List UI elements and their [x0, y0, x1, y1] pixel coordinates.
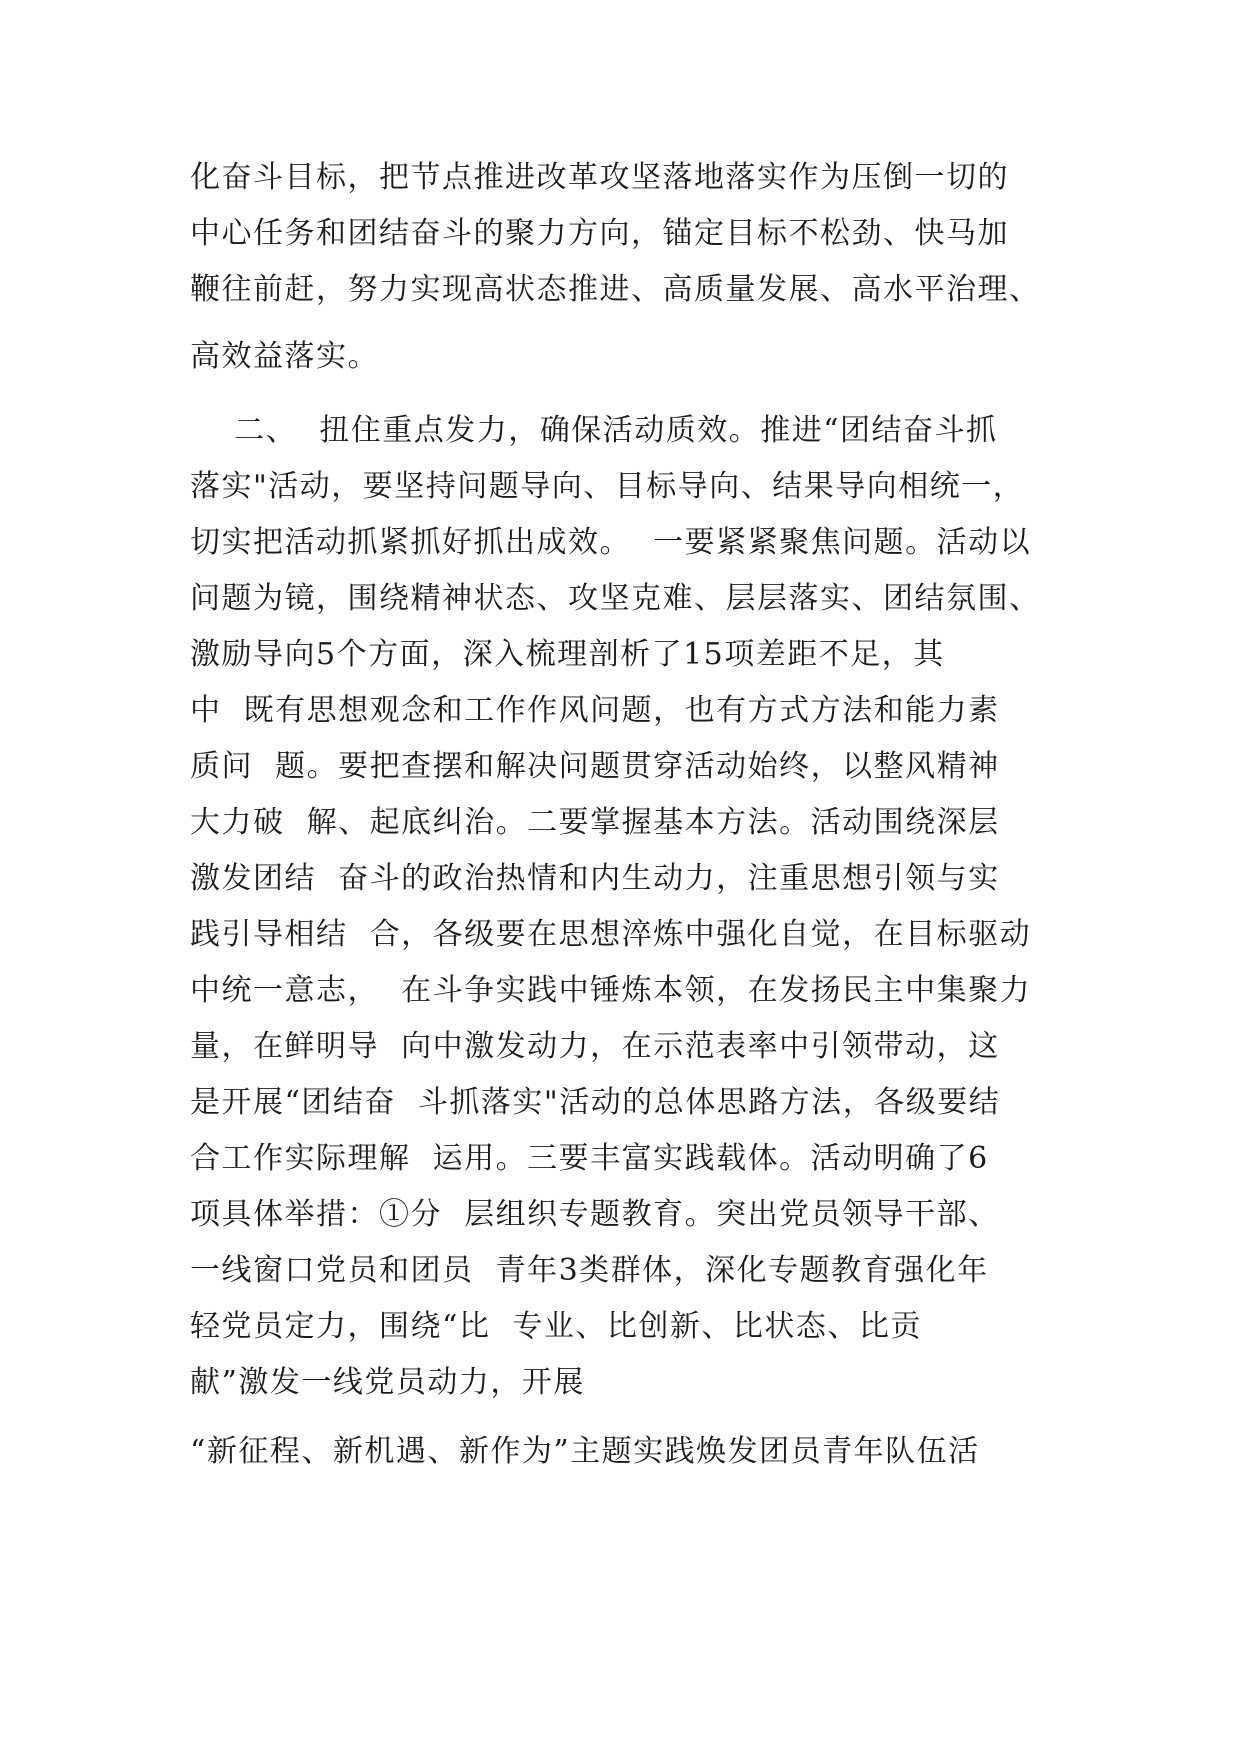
text-line: 二、 扭住重点发力，确保活动质效。推进“团结奋斗抓	[190, 413, 998, 448]
text-line: 大力破 解、起底纠治。二要掌握基本方法。活动围绕深层	[190, 805, 1000, 840]
text-line: 落实"活动，要坚持问题导向、目标导向、结果导向相统一，	[190, 469, 1025, 504]
text-line: 是开展“团结奋 斗抓落实"活动的总体思路方法，各级要结	[190, 1085, 1001, 1120]
text-line: 践引导相结 合，各级要在思想淬炼中强化自觉，在目标驱动	[190, 917, 1032, 952]
text-line: 项具体举措：①分 层组织专题教育。突出党员领导干部、	[190, 1197, 1000, 1232]
text-line: 一线窗口党员和团员 青年3类群体，深化专题教育强化年	[190, 1253, 989, 1288]
text-line: 轻党员定力，围绕“比 专业、比创新、比状态、比贡	[190, 1309, 922, 1344]
text-line: 问题为镜，围绕精神状态、攻坚克难、层层落实、团结氛围、	[190, 581, 1041, 616]
text-line: 中心任务和团结奋斗的聚力方向，锚定目标不松劲、快马加	[190, 216, 1009, 251]
text-line: 激励导向5个方面，深入梳理剖析了15项差距不足，其	[190, 637, 945, 672]
text-line: 中 既有思想观念和工作作风问题，也有方式方法和能力素	[190, 693, 1000, 728]
text-line: 鞭往前赶，努力实现高状态推进、高质量发展、高水平治理、	[190, 272, 1041, 307]
text-line: 献”激发一线党员动力，开展	[190, 1365, 585, 1400]
text-line: 量，在鲜明导 向中激发动力，在示范表率中引领带动，这	[190, 1029, 1000, 1064]
text-line: 质问 题。要把查摆和解决问题贯穿活动始终，以整风精神	[190, 749, 1000, 784]
text-line: 合工作实际理解 运用。三要丰富实践载体。活动明确了6	[190, 1141, 989, 1176]
text-line: 中统一意志， 在斗争实践中锤炼本领，在发扬民主中集聚力	[190, 973, 1032, 1008]
text-line: 激发团结 奋斗的政治热情和内生动力，注重思想引领与实	[190, 861, 1000, 896]
text-line: 高效益落实。	[190, 339, 379, 374]
text-line: 切实把活动抓紧抓好抓出成效。 一要紧紧聚焦问题。活动以	[190, 525, 1032, 560]
text-line: “新征程、新机遇、新作为”主题实践焕发团员青年队伍活	[190, 1434, 980, 1469]
text-line: 化奋斗目标，把节点推进改革攻坚落地落实作为压倒一切的	[190, 160, 1009, 195]
